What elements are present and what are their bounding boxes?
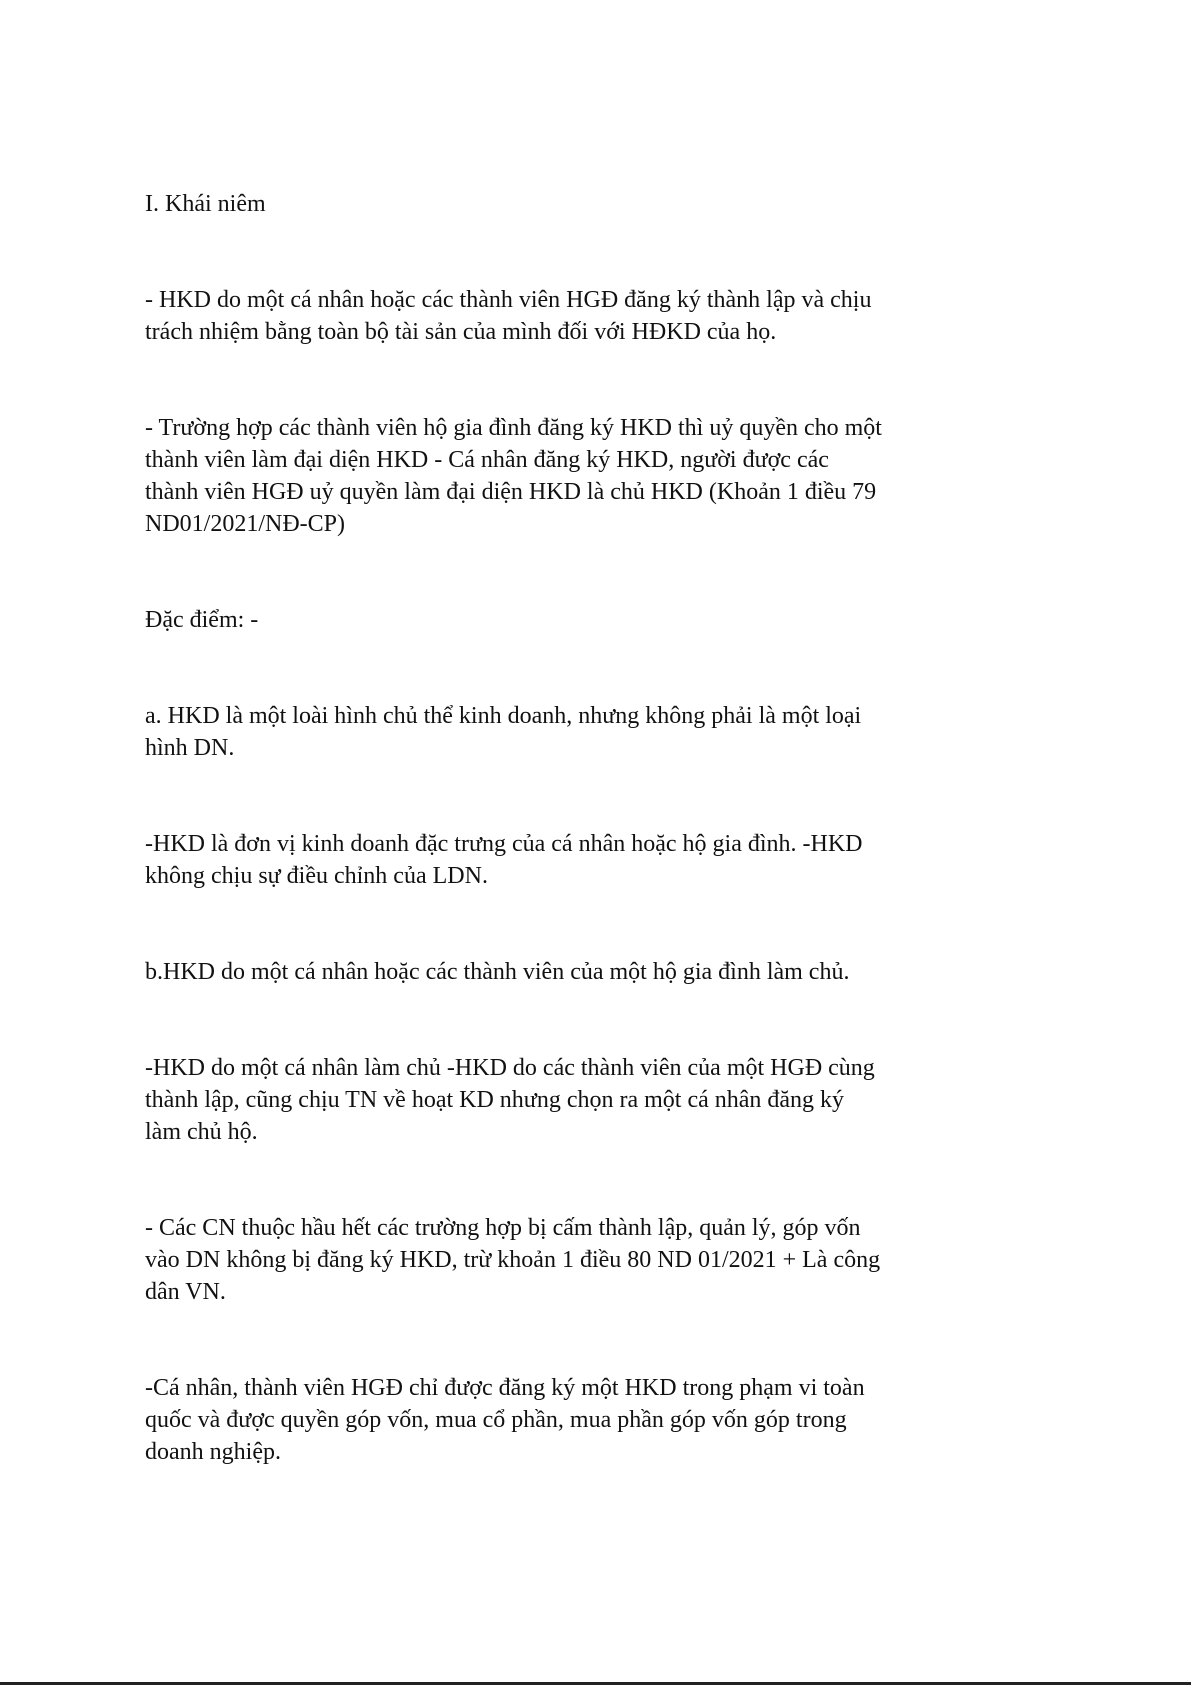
section-heading: I. Khái niêm: [145, 191, 266, 217]
paragraph-definition: - HKD do một cá nhân hoặc các thành viên HGĐ đăng ký thành lập và chịu trách nhiệm bằng toàn bộ tài sản của mình đối với HĐKD của họ.: [145, 287, 872, 345]
paragraph-registration-limit: -Cá nhân, thành viên HGĐ chỉ được đăng ký một HKD trong phạm vi toàn quốc và được quyền góp vốn, mua cổ phần, mua phần góp vốn góp trong doanh nghiệp.: [145, 1375, 865, 1465]
document-body: [145, 188, 885, 1468]
paragraph-prohibited-cases: - Các CN thuộc hầu hết các trường hợp bị cấm thành lập, quản lý, góp vốn vào DN không bị đăng ký HKD, trừ khoản 1 điều 80 ND 01/2021 + Là công dân VN.: [145, 1215, 881, 1305]
paragraph-characteristic-a: a. HKD là một loài hình chủ thể kinh doanh, nhưng không phải là một loại hình DN.: [145, 703, 862, 761]
paragraph-characteristic-a-detail: -HKD là đơn vị kinh doanh đặc trưng của cá nhân hoặc hộ gia đình. -HKD không chịu sự điều chỉnh của LDN.: [145, 831, 863, 889]
paragraph-household-representative: - Trường hợp các thành viên hộ gia đình đăng ký HKD thì uỷ quyền cho một thành viên làm đại diện HKD - Cá nhân đăng ký HKD, người được các thành viên HGĐ uỷ quyền làm đại diện HKD là chủ HKD (Khoản 1 điều 79 ND01/2021/NĐ-CP): [145, 415, 882, 537]
paragraph-characteristic-b: b.HKD do một cá nhân hoặc các thành viên của một hộ gia đình làm chủ.: [145, 959, 850, 985]
paragraph-characteristics-label: Đặc điểm: -: [145, 607, 259, 633]
paragraph-characteristic-b-detail: -HKD do một cá nhân làm chủ -HKD do các thành viên của một HGĐ cùng thành lập, cũng chịu TN về hoạt KD nhưng chọn ra một cá nhân đăng ký làm chủ hộ.: [145, 1055, 875, 1145]
